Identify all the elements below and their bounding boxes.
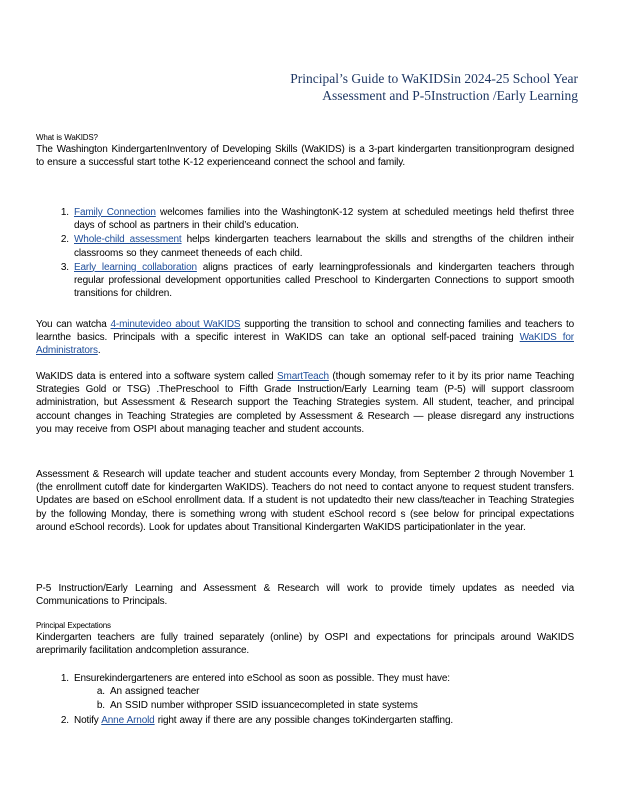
whole-child-assessment-link[interactable]: Whole-child assessment	[74, 234, 182, 246]
early-learning-collaboration-link[interactable]: Early learning collaboration	[74, 261, 197, 273]
what-is-text: The Washington KindergartenInventory of Developing Skills (WaKIDS) is a 3-part kindergarten transitionprogram designed to ensure a successful start tothe K-12 experienceand connect the school and family.	[36, 144, 574, 169]
principal-expectations-section	[36, 620, 574, 657]
video-link[interactable]: 4-minutevideo about WaKIDS	[110, 319, 241, 330]
video-paragraph: You can watcha 4-minutevideo about WaKIDS supporting the transition to school and connecting families and teachers to learnthe basics. Principals with a specific interest in WaKIDS can take an optional self-paced training WaKIDS for Administrators.	[36, 319, 574, 357]
anne-arnold-link[interactable]: Anne Arnold	[101, 714, 155, 726]
title-line-2: Assessment and P-5Instruction /Early Learning	[322, 88, 578, 103]
list-item: 2. Notify Anne Arnold right away if there are any possible changes toKindergarten staffing.	[72, 714, 574, 727]
update-paragraph: Assessment & Research will update teacher and student accounts every Monday, from September 2 through November 1 (the enrollment cutoff date for kindergarten WaKIDS). Teachers do not need to contact anyone to request student transfers. Updates are based on eSchool enrollment data. If a student is not updatedto their new class/teacher in Teaching Strategies by the following Monday, there is something wrong with student eSchool record s (see below for principal expectations around eSchool records). Look for updates about Transitional Kindergarten WaKIDS participationlater in the year.	[36, 469, 574, 533]
list-item: 1. Family Connection welcomes families into the WashingtonK-12 system at scheduled meetings held thefirst three days of school as partners in their child’s education.	[72, 206, 574, 232]
list-item: 1. Ensurekindergarteners are entered into eSchool as soon as possible. They must have: a. An assigned teacher b. An SSID number withproper SSID issuancecompleted in state systems	[72, 672, 574, 713]
family-connection-link[interactable]: Family Connection	[74, 207, 156, 218]
list-item: 3. Early learning collaboration aligns practices of early learningprofessionals and kindergarten teachers through regular professional development opportunities called Preschool to Kindergarten Connections to support smooth transitions for children.	[72, 261, 574, 301]
smartteach-link[interactable]: SmartTeach	[277, 371, 329, 382]
title-line-1: Principal’s Guide to WaKIDSin 2024-25 School Year	[290, 71, 578, 86]
principal-expectations-text: Kindergarten teachers are fully trained separately (online) by OSPI and expectations for principals around WaKIDS areprimarily facilitation andcompletion assurance.	[36, 632, 574, 657]
expectations-list	[36, 672, 574, 728]
document-title	[78, 70, 578, 104]
sub-list-item: b. An SSID number withproper SSID issuancecompleted in state systems	[108, 699, 574, 712]
wakids-administrators-link[interactable]: WaKIDS for Administrators	[36, 332, 574, 357]
list-item: 2. Whole-child assessment helps kindergarten teachers learnabout the skills and strengths of the children intheir classrooms so they canmeet theneeds of each child.	[72, 233, 574, 259]
what-is-heading: What is WaKIDS?	[36, 133, 98, 142]
what-is-section	[36, 132, 574, 169]
sub-list-item: a. An assigned teacher	[108, 685, 574, 698]
parts-list	[36, 206, 574, 301]
data-paragraph: WaKIDS data is entered into a software system called SmartTeach (though somemay refer to it by its prior name Teaching Strategies Gold or TSG) .ThePreschool to Fifth Grade Instruction/Early Learning team (P-5) will support classroom administration, but Assessment & Research support the Teaching Strategies system. All student, teacher, and principal account changes in Teaching Strategies are completed by Assessment & Research — please disregard any instructions you may receive from OSPI about managing teacher and student accounts.	[36, 371, 574, 435]
p5-paragraph: P-5 Instruction/Early Learning and Assessment & Research will work to provide timely updates as needed via Communications to Principals.	[36, 583, 574, 608]
principal-expectations-heading: Principal Expectations	[36, 621, 111, 630]
